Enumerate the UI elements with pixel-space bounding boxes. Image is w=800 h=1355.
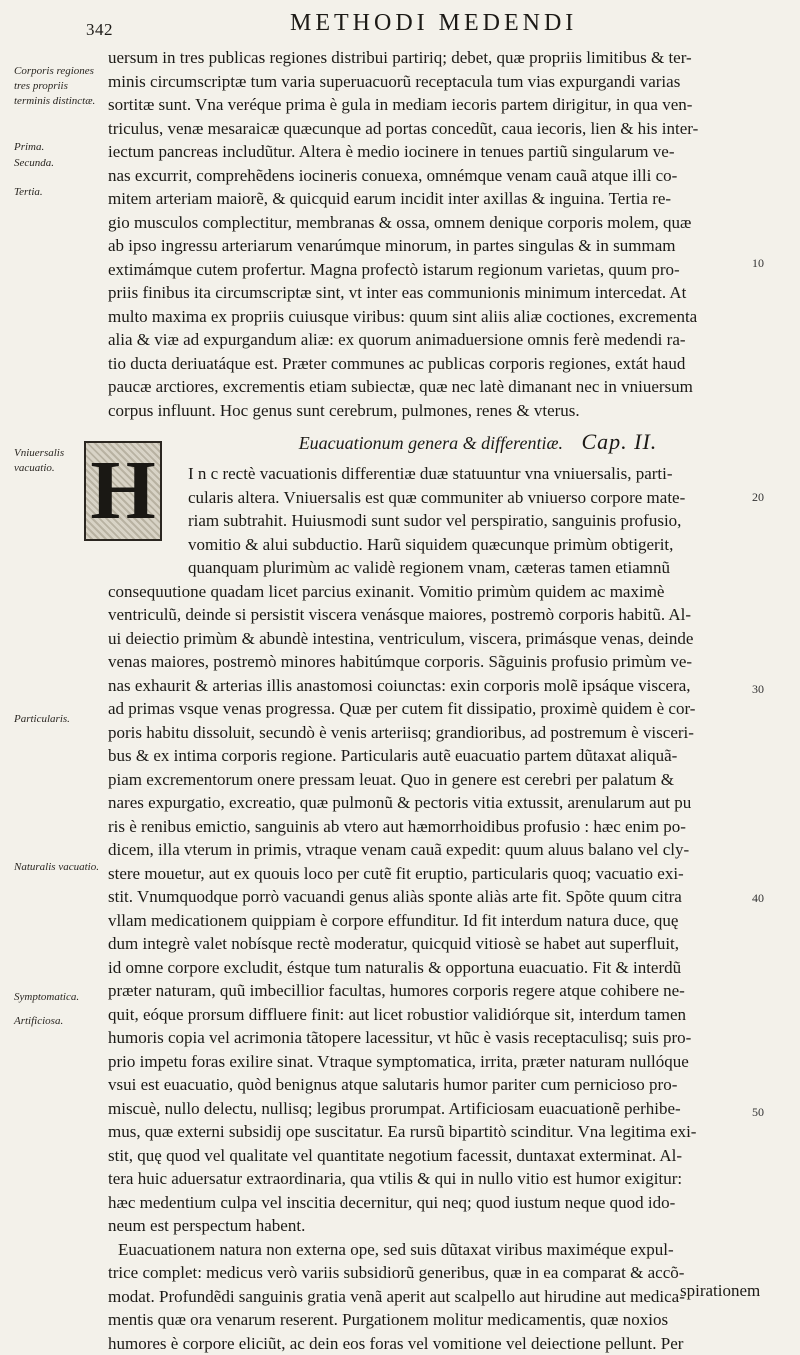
text-line: trice complet: medicus verò variis subsidiorũ generibus, quæ in ea comparat & accõ- — [108, 1261, 768, 1285]
text-line: I n c rectè vacuationis differentiæ duæ statuuntur vna vniuersalis, parti- — [108, 462, 768, 486]
text-line: præter naturam, quũ imbecillior facultas, humores corporis regere atque cohibere ne- — [108, 979, 768, 1003]
margin-note-particularis: Particularis. — [14, 712, 100, 727]
text-line: ad primas vsque venas progressa. Quæ per cutem fit dissipatio, proximè quidem è cor- — [108, 697, 768, 721]
margin-note-vniuersalis: Vniuersalis vacuatio. — [14, 446, 100, 476]
section-one — [108, 46, 768, 422]
text-line: neum est perspectum habent. — [108, 1214, 768, 1238]
text-line: mus, quæ externi subsidij ope suscitatur. Ea rursũ bipartitò scinditur. Vna legitima exi- — [108, 1120, 768, 1144]
drop-cap-letter: H — [90, 449, 155, 533]
text-line: priis finibus ita circumscriptæ sint, vt inter eas communionis minimum intercedat. At — [108, 281, 768, 305]
text-line: ventriculũ, deinde si persistit viscera venásque maiores, postremò corporis habitũ. Al- — [108, 603, 768, 627]
line-number: 50 — [752, 1105, 764, 1120]
text-line: nares expurgatio, excreatio, quæ pulmonũ & pectoris vitia extussit, arenularum aut pu — [108, 791, 768, 815]
text-line: sortitæ sunt. Vna veréque prima è gula in mediam iecoris partem dirigitur, in qua ven- — [108, 93, 768, 117]
text-line: modat. Profundẽdi sanguinis gratia venã aperit aut scalpello aut hirudine aut medica- — [108, 1285, 768, 1309]
text-line: cularis altera. Vniuersalis est quæ communiter ab vniuerso corpore mate- — [108, 486, 768, 510]
text-line: extimámque cutem profertur. Magna profectò istarum regionum varietas, quum pro- — [108, 258, 768, 282]
running-head: METHODI MEDENDI — [290, 10, 577, 37]
text-line: vsui est euacuatio, quòd benignus atque salutaris humor pariter cum pernicioso pro- — [108, 1073, 768, 1097]
text-line: multo maxima ex propriis cuiusque viribus: quum sint aliis aliæ coctiones, excrementa — [108, 305, 768, 329]
section-two — [108, 462, 768, 1238]
text-line: quit, eóque prorsum diffluere finit: aut licet robustior validiórque sit, interdum tamen — [108, 1003, 768, 1027]
margin-note-prima: Prima. — [14, 140, 100, 155]
line-number: 40 — [752, 891, 764, 906]
text-line: nas excurrit, comprehẽdens iocineris conuexa, omnémque venam cauã atque illi co- — [108, 164, 768, 188]
text-line: tera huic aduersatur extraordinaria, qua vtilis & qui in nullo vitio est humor exigitur: — [108, 1167, 768, 1191]
chapter-title: Euacuationum genera & differentiæ. — [299, 433, 563, 453]
chapter-heading — [188, 422, 768, 462]
text-line: miscuè, nullo delectu, nullisq; legibus prorumpat. Artificiosam euacuationẽ perhibe- — [108, 1097, 768, 1121]
text-line: minis circumscriptæ tum varia superuacuorũ receptacula tum vias expurgandi varias — [108, 70, 768, 94]
text-line: quanquam plurimùm ac validè regionem vnam, cæteras tamen etiamnũ — [108, 556, 768, 580]
section-three — [108, 1238, 768, 1355]
text-line: bus & ex intima corporis regione. Particularis autẽ euacuatio partem dũtaxat aliquã- — [108, 744, 768, 768]
text-line: stit. Vnumquodque porrò vacuandi genus aliàs sponte aliàs arte fit. Spõte quum citra — [108, 885, 768, 909]
text-line: corpus influunt. Hoc genus sunt cerebrum, pulmones, renes & vterus. — [108, 399, 768, 423]
text-line: stere mouetur, aut ex quouis loco per cutẽ fit eruptio, particularis quoq; vacuatio exi- — [108, 862, 768, 886]
text-line: triculus, venæ mesaraicæ quæcunque ad portas concedũt, caua iecoris, lien & his inter- — [108, 117, 768, 141]
text-line: humoris copia vel acrimonia tãtopere lacessitur, vt hũc è vasis receptaculisq; suis pro- — [108, 1026, 768, 1050]
text-line: ab ipso ingressu arteriarum venarúmque minorum, in partes singulas & in summam — [108, 234, 768, 258]
text-line: poris habitu dissoluit, secundò è venis arteriisq; grandioribus, ad postremum è visceri- — [108, 721, 768, 745]
text-line: vllam medicationem quippiam è corpore effunditur. Id fit interdum natura duce, quę — [108, 909, 768, 933]
text-line: nas exhaurit & arterias illis anastomosi coiunctas: exin corporis molẽ ipsáque viscera, — [108, 674, 768, 698]
text-line: vomitio & alui subductio. Harũ siquidem quæcunque primùm obtigerit, — [108, 533, 768, 557]
text-line: ris è renibus emictio, sanguinis ab vtero aut hæmorrhoidibus profusio : hæc enim po- — [108, 815, 768, 839]
text-line: venas maiores, postremò minores habitúmque corporis. Sãguinis profusio primùm ve- — [108, 650, 768, 674]
margin-note-artificiosa: Artificiosa. — [14, 1014, 100, 1029]
text-line: id omne corpore excludit, éstque tum naturalis & opportuna euacuatio. Fit & interdũ — [108, 956, 768, 980]
text-line: gio musculos complectitur, membranas & ossa, omnem denique corporis molem, quæ — [108, 211, 768, 235]
chapter-number: Cap. II. — [581, 429, 657, 454]
page-number: 342 — [86, 20, 113, 40]
text-line: paucæ arctiores, excrementis etiam subiectæ, quæ nec latè dimanant nec in vniuersum — [108, 375, 768, 399]
text-line: alia & viæ ad expurgandum aliæ: ex quorum animaduersione omnis ferè medendi ra- — [108, 328, 768, 352]
margin-note-corporis: Corporis regiones tres propriis terminis distinctæ. — [14, 64, 100, 109]
text-line: mentis quæ ora venarum reserent. Purgationem molitur medicamentis, quæ noxios — [108, 1308, 768, 1332]
margin-note-secunda: Secunda. — [14, 156, 100, 171]
main-text — [108, 46, 768, 1355]
line-number: 10 — [752, 256, 764, 271]
line-number: 30 — [752, 682, 764, 697]
text-line: tio ducta deriuatáque est. Præter communes ac publicas corporis regiones, extát haud — [108, 352, 768, 376]
text-line: piam excrementorum onere pressam leuat. Quo in genere est cerebri per palatum & — [108, 768, 768, 792]
line-number: 20 — [752, 490, 764, 505]
text-line: dicem, illa vterum in primis, vtraque venam cauã expedit: quum aluus balano vel cly- — [108, 838, 768, 862]
catchword: spirationem — [680, 1281, 760, 1301]
text-line: prio impetu foras exilire sinat. Vtraque symptomatica, irrita, præter naturam nullóque — [108, 1050, 768, 1074]
text-line: Euacuationem natura non externa ope, sed suis dũtaxat viribus maximéque expul- — [108, 1238, 768, 1262]
margin-note-symptomatica: Symptomatica. — [14, 990, 100, 1005]
text-line: stit, quę quod vel qualitate vel quantitate negotium facessit, duntaxat exterminat. Al- — [108, 1144, 768, 1168]
text-line: mitem arteriam maiorẽ, & quicquid earum incidit inter axillas & inguina. Tertia re- — [108, 187, 768, 211]
margin-note-tertia: Tertia. — [14, 185, 100, 200]
text-line: iectum pancreas includũtur. Altera è medio iocinere in tenues partiũ singularum ve- — [108, 140, 768, 164]
text-line: riam subtrahit. Huiusmodi sunt sudor vel perspiratio, sanguinis profusio, — [108, 509, 768, 533]
text-line: ui deiectio primùm & abundè intestina, ventriculum, viscera, primásque venas, deinde — [108, 627, 768, 651]
text-line: consequutione quadam licet parcius exinanit. Vomitio primùm quidem ac maximè — [108, 580, 768, 604]
text-line: uersum in tres publicas regiones distribui partiriq; debet, quæ propriis limitibus & ter- — [108, 46, 768, 70]
text-line: dum integrè valet nobísque rectè moderatur, quicquid vitiosè se habet aut superfluit, — [108, 932, 768, 956]
text-line: hæc medentium culpa vel inscitia decernitur, qui neq; quod iustum neque quod ido- — [108, 1191, 768, 1215]
text-line: humores è corpore eliciũt, ac dein eos foras vel vomitione vel deiectione pellunt. Per — [108, 1332, 768, 1355]
margin-note-naturalis: Naturalis vacuatio. — [14, 860, 100, 875]
